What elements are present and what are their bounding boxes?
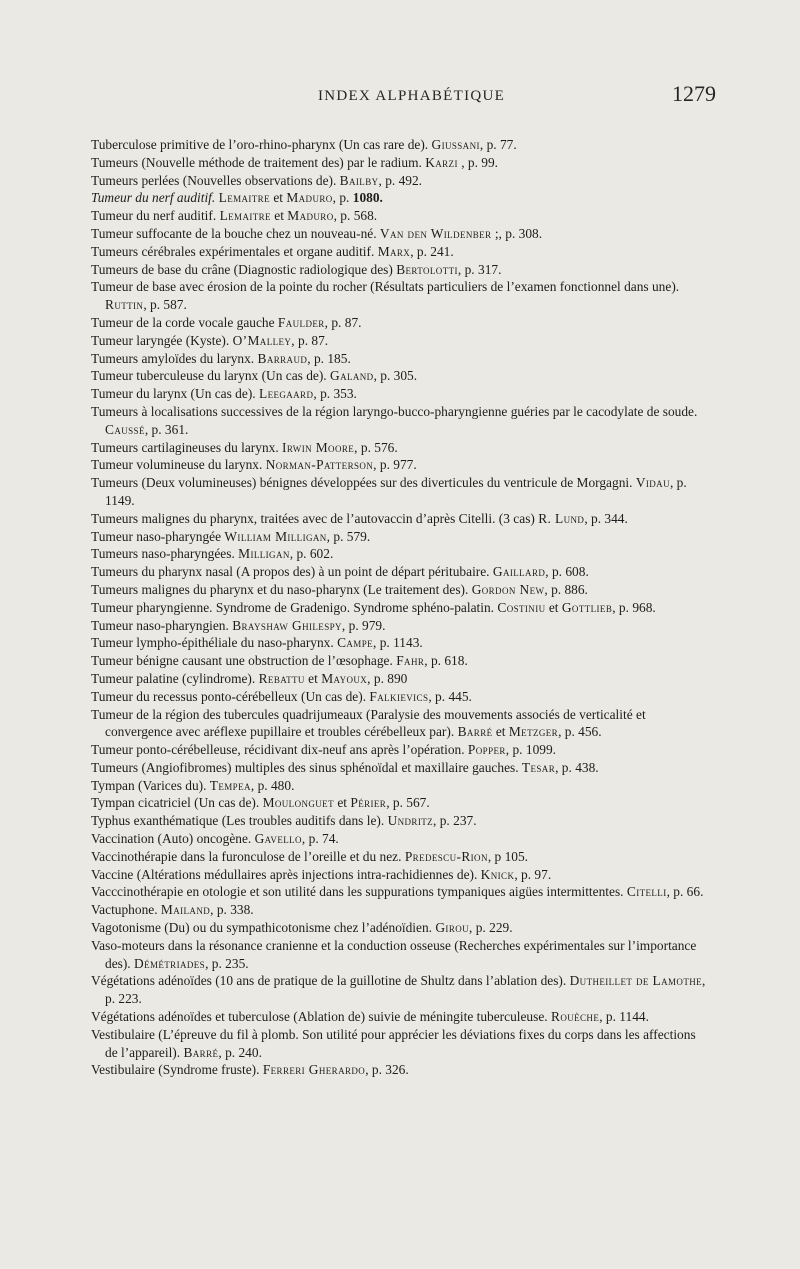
entry-text: , p. 326. [365,1062,409,1078]
entry-text: Tumeur palatine (cylindrome). [91,670,259,686]
author-name: Périer [350,795,387,811]
index-entry [91,189,711,207]
index-entry [91,901,711,919]
index-entry [91,812,711,830]
author-name: Lemaitre [218,190,270,206]
entry-text: et [545,599,562,615]
entry-text: , p. 338. [210,902,254,918]
index-entries [91,136,711,1079]
index-entry [91,741,711,759]
author-name: Maduro [287,208,334,224]
entry-text: Tumeurs (Angiofibromes) multiples des sinus sphénoïdal et maxillaire gauches. [91,759,522,775]
entry-text: , p. 344. [584,510,628,526]
entry-text: Tumeurs amyloïdes du larynx. [91,350,258,366]
author-name: Brayshaw Ghilespy [232,617,342,633]
entry-text: , p. 567. [386,795,430,811]
entry-text: Tumeur suffocante de la bouche chez un nouveau-né. [91,225,380,241]
entry-text: , p. 317. [457,261,502,277]
index-entry [91,1008,711,1026]
entry-text: Tumeur tuberculeuse du larynx (Un cas de). [91,368,330,384]
entry-text: , p. 886. [544,581,588,597]
author-name: Milligan [238,546,290,562]
index-entry [91,154,711,172]
entry-text: , p. 587. [143,297,187,313]
entry-text: Tuberculose primitive de l’oro-rhino-pharynx (Un cas rare de). [91,137,432,152]
index-entry [91,367,711,385]
entry-text: et [492,724,509,740]
entry-text: Tumeurs de base du crâne (Diagnostic radiologique des) [91,261,397,277]
author-name: Galand [330,368,374,384]
entry-text: , p. 361. [144,421,189,437]
entry-text: Tumeurs cérébrales expérimentales et organe auditif. [91,243,378,259]
index-entry [91,830,711,848]
entry-text: Tumeur bénigne causant une obstruction de l’œsophage. [91,653,397,669]
entry-text: , p. 235. [205,955,249,971]
entry-text: Vestibulaire (L’épreuve du fil à plomb. Son utilité pour apprécier les déviations fixes du corps dans les affections de l’appareil). [91,1026,696,1060]
entry-text: , p. 223. [105,973,706,1007]
author-name: Giussani [431,137,480,152]
entry-text: Tumeur pharyngienne. Syndrome de Gradenigo. Syndrome sphéno-palatin. [91,599,498,615]
index-entry [91,634,711,652]
entry-text: Tympan cicatriciel (Un cas de). [91,795,263,811]
index-entry [91,385,711,403]
index-entry [91,172,711,190]
index-entry [91,937,711,973]
entry-text: , p. 74. [301,831,339,847]
author-name: Vidau [635,475,670,491]
entry-text: Tympan (Varices du). [91,777,210,793]
index-entry [91,848,711,866]
author-name: Falkievics [369,688,429,704]
index-entry [91,777,711,795]
entry-text: , p. 576. [354,439,398,455]
author-name: Barré [183,1044,219,1060]
entry-text: Végétations adénoïdes (10 ans de pratique de la guillotine de Shultz dans l’ablation des). [91,973,570,989]
index-entry [91,439,711,457]
entry-text: Vaccination (Auto) oncogène. [91,831,255,847]
index-entry [91,350,711,368]
entry-text: , p. 618. [424,653,468,669]
index-entry [91,599,711,617]
index-entry [91,510,711,528]
author-name: Maduro [286,190,333,206]
author-name: Bailby [339,172,379,188]
page-number: 1279 [672,81,716,106]
entry-text: Vactuphone. [91,902,161,918]
entry-text: , p. 240. [218,1044,262,1060]
entry-text: , p. 97. [514,866,552,882]
entry-text: Tumeurs malignes du pharynx, traitées avec de l’autovaccin d’après Citelli. (3 cas) [91,510,539,526]
author-name: Irwin Moore [282,439,355,455]
entry-text: , p. 99. [457,154,499,170]
author-name: Popper [467,742,506,758]
entry-text: , p. 608. [545,564,589,580]
index-entry [91,919,711,937]
entry-text: , p. 456. [558,724,602,740]
index-entry [91,670,711,688]
entry-text: Vestibulaire (Syndrome fruste). [91,1062,263,1078]
index-entry [91,243,711,261]
author-name: Girou [435,920,470,936]
entry-text: Tumeur lympho-épithéliale du naso-pharynx. [91,635,338,651]
index-entry [91,706,711,742]
author-name: Gaillard [492,564,546,580]
entry-text: Tumeurs (Nouvelle méthode de traitement des) par le radium. [91,154,426,170]
entry-text: Tumeur du larynx (Un cas de). [91,386,259,402]
entry-text: , p. 185. [307,350,351,366]
entry-text: et [304,670,322,686]
entry-text: , p. 229. [469,920,513,936]
author-name: Campe [337,635,374,651]
entry-text: Tumeur du nerf auditif. [91,208,220,224]
entry-text: Vaccinothérapie dans la furonculose de l’oreille et du nez. [91,848,405,864]
entry-text: Vaccine (Altérations médullaires après injections intra-rachidiennes de). [91,866,481,882]
entry-text: ;, p. 308. [491,225,543,241]
entry-text: , p. 890 [367,670,408,686]
entry-text: , p. 1099. [505,742,556,758]
index-entry [91,1061,711,1079]
index-entry [91,207,711,225]
entry-text: Tumeur de base avec érosion de la pointe du rocher (Résultats particuliers de l’examen fonctionnel dans une). [91,279,680,295]
entry-text: , p. 237. [433,813,477,829]
entry-text: Tumeur du recessus ponto-cérébelleux (Un cas de). [91,688,370,704]
entry-text: Typhus exanthématique (Les troubles auditifs dans le). [91,813,388,829]
entry-text: , p. 968. [612,599,656,615]
index-entry [91,403,711,439]
author-name: Predescu-Rion [404,848,488,864]
running-head: INDEX ALPHABÉTIQUE [318,88,506,104]
index-entry [91,652,711,670]
author-name: Tesar [521,759,556,775]
author-name: Karzi [425,154,458,170]
index-entry [91,1026,711,1062]
index-entry [91,688,711,706]
entry-text: et [269,190,287,206]
entry-text: , p. 241. [410,243,454,259]
page-reference-bold: 1080. [352,190,383,206]
entry-text: , p 105. [487,848,529,864]
author-name: Marx [377,243,411,259]
author-name: Dutheillet de Lamothe [569,973,703,989]
entry-text: Tumeurs du pharynx nasal (A propos des) à un point de départ péritubaire. [91,564,493,580]
author-name: Norman-Patterson [265,457,374,473]
entry-text: Tumeur laryngée (Kyste). [91,332,233,348]
entry-text: Tumeur volumineuse du larynx. [91,457,266,473]
index-entry [91,225,711,243]
index-entry [91,563,711,581]
author-name: Gordon New [471,581,545,597]
entry-text: , p. 353. [313,386,357,402]
entry-text: , p. 480. [250,777,295,793]
entry-text: Tumeur naso-pharyngien. [91,617,233,633]
entry-text: Tumeurs (Deux volumineuses) bénignes développées sur des diverticules du ventricule de Morgagni. [91,475,636,491]
entry-text: , p. 445. [428,688,472,704]
index-entry [91,617,711,635]
entry-text: , p. 1143. [373,635,423,651]
index-entry [91,332,711,350]
author-name: Faulder [277,314,325,330]
author-name: Metzger [508,724,559,740]
entry-text: , p. 87. [291,332,329,348]
author-name: Barraud [257,350,308,366]
entry-text: Tumeurs naso-pharyngées. [91,546,239,562]
index-entry [91,883,711,901]
entry-text: Tumeur ponto-cérébelleuse, récidivant dix-neuf ans après l’opération. [91,742,468,758]
entry-text: , p. 977. [373,457,417,473]
author-name: Mayoux [321,670,368,686]
author-name: Leegaard [258,386,314,402]
entry-text: , p. 602. [289,546,334,562]
author-name: Rebattu [258,670,305,686]
author-name: Démétriades [134,955,206,971]
entry-text: Vaso-moteurs dans la résonance cranienne et la conduction osseuse (Recherches expérimentales sur l’importance des). [91,937,697,971]
index-entry [91,794,711,812]
index-entry [91,474,711,510]
author-name: Lemaitre [219,208,271,224]
entry-text: , p. 579. [326,528,371,544]
entry-text: Vagotonisme (Du) ou du sympathicotonisme chez l’adénoïdien. [91,920,436,936]
index-entry [91,581,711,599]
index-entry [91,136,711,154]
entry-text: Tumeurs malignes du pharynx et du naso-pharynx (Le traitement des). [91,581,472,597]
entry-text: , p. 66. [666,884,704,900]
entry-text: , p. 305. [373,368,418,384]
entry-text: , p. 1144. [599,1009,649,1025]
entry-text: , p. 77. [479,137,517,152]
index-entry [91,759,711,777]
author-name: Tempea [209,777,251,793]
author-name: O’Malley [232,332,292,348]
entry-text: Tumeur de la corde vocale gauche [91,314,278,330]
entry-text: Vacccinothérapie en otologie et son utilité dans les suppurations tympaniques aigües intermittentes. [91,884,627,900]
entry-text-italic: Tumeur du nerf auditif. [91,190,216,206]
entry-text: Tumeur naso-pharyngée [91,528,225,544]
author-name: Undritz [387,813,434,829]
entry-text: , p. 979. [341,617,386,633]
author-name: Knick [480,866,515,882]
index-entry [91,545,711,563]
author-name: Barré [457,724,493,740]
author-name: Mailand [160,902,211,918]
entry-text: , p. 438. [555,759,599,775]
entry-text: , p. 568. [333,208,378,224]
entry-text: Tumeurs perlées (Nouvelles observations de). [91,172,340,188]
author-name: Gottlieb [561,599,613,615]
entry-text: Tumeur de la région des tubercules quadrijumeaux (Paralysie des mouvements associés de verticalité et convergence avec aréflexe pupillaire et troubles cérébelleux par). [91,706,646,740]
index-entry [91,866,711,884]
author-name: William Milligan [224,528,327,544]
entry-text: , p. 492. [378,172,423,188]
entry-text: , p. 1149. [105,475,687,508]
entry-text: Tumeurs à localisations successives de la région laryngo-bucco-pharyngienne guéries par le cacodylate de soude. [91,403,698,419]
author-name: R. Lund [538,510,585,526]
index-entry [91,528,711,546]
author-name: Costiniu [497,599,546,615]
index-entry [91,314,711,332]
index-entry [91,456,711,474]
entry-text: , p. [332,190,353,206]
author-name: Caussé [105,421,145,437]
entry-text: et [270,208,288,224]
index-entry [91,261,711,279]
entry-text: , p. 87. [324,314,362,330]
author-name: Ferreri Gherardo [262,1062,366,1078]
author-name: Fahr [396,653,425,669]
author-name: Rouèche [550,1009,600,1025]
author-name: Bertolotti [396,261,458,277]
entry-text: Tumeurs cartilagineuses du larynx. [91,439,283,455]
author-name: Van den Wildenber [379,225,492,241]
author-name: Gavello [254,831,302,847]
entry-text: et [333,795,351,811]
author-name: Moulonguet [262,795,334,811]
entry-text: Végétations adénoïdes et tuberculose (Ablation de) suivie de méningite tuberculeuse. [91,1009,551,1025]
author-name: Citelli [626,884,667,900]
index-entry [91,278,711,314]
author-name: Ruttin [105,297,144,313]
index-entry [91,972,711,1008]
